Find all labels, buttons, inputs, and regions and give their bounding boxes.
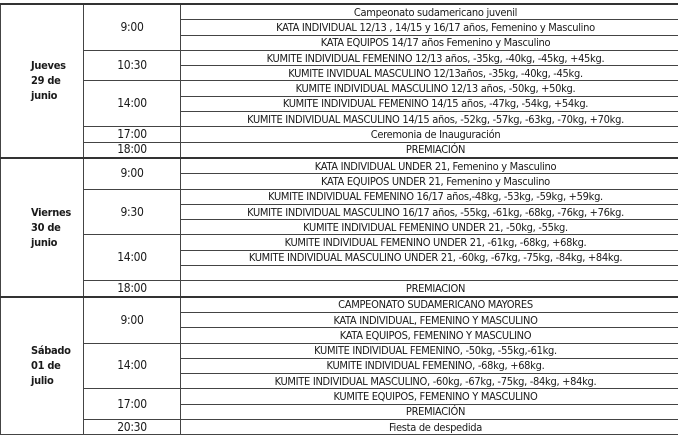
schedule-row — [1, 389, 678, 404]
schedule-table — [0, 3, 678, 435]
event-cell: KUMITE INDIVIDUAL MASCULINO, -60kg, -67kg, -75kg, -84kg, +84kg. — [181, 374, 678, 389]
schedule-row — [1, 281, 678, 297]
event-cell: KUMITE INDIVIDUAL MASCULINO 12/13 años, -50kg, +50kg. — [181, 81, 678, 96]
time-cell: 10:30 — [84, 50, 181, 81]
event-cell: KUMITE INDIVIDUAL MASCULINO 14/15 años, -52kg, -57kg, -63kg, -70kg, +70kg. — [181, 112, 678, 127]
event-cell: KUMITE INDIVIDUAL MASCULINO UNDER 21, -60kg, -67kg, -75kg, -84kg, +84kg. — [181, 250, 678, 265]
event-cell: KUMITE INDIVIDUAL FEMENINO 12/13 años, -35kg, -40kg, -45kg, +45kg. — [181, 50, 678, 65]
day-label-line: 30 de — [31, 220, 61, 234]
day-label-line: Sábado — [31, 344, 71, 358]
event-cell: PREMIACIÓN — [181, 404, 678, 419]
event-cell — [181, 266, 678, 281]
event-cell: KUMITE INDIVIDUAL MASCULINO 16/17 años, -55kg, -61kg, -68kg, -76kg, +76kg. — [181, 204, 678, 219]
schedule-row — [1, 297, 678, 313]
time-cell: 9:00 — [84, 158, 181, 189]
day-label-line: Jueves — [31, 59, 66, 73]
event-cell: KUMITE INDIVIDUAL FEMENINO UNDER 21, -61kg, -68kg, +68kg. — [181, 235, 678, 250]
time-cell: 9:00 — [84, 4, 181, 50]
time-cell: 18:00 — [84, 142, 181, 158]
schedule-row — [1, 343, 678, 358]
schedule — [0, 3, 678, 435]
day-cell — [1, 297, 84, 435]
schedule-row — [1, 420, 678, 435]
time-cell: 9:00 — [84, 297, 181, 343]
schedule-row — [1, 50, 678, 65]
time-cell: 14:00 — [84, 343, 181, 389]
event-cell: KUMITE INDIVIDUAL FEMENINO, -68kg, +68kg. — [181, 358, 678, 373]
event-cell: KATA INDIVIDUAL, FEMENINO Y MASCULINO — [181, 312, 678, 327]
event-cell: KATA INDIVIDUAL 12/13 , 14/15 y 16/17 años, Femenino y Masculino — [181, 20, 678, 35]
schedule-row — [1, 81, 678, 96]
time-cell: 9:30 — [84, 189, 181, 235]
schedule-row — [1, 158, 678, 174]
event-cell: KUMITE INDIVIDUAL FEMENINO, -50kg, -55kg,-61kg. — [181, 343, 678, 358]
event-cell: KUMITE EQUIPOS, FEMENINO Y MASCULINO — [181, 389, 678, 404]
event-cell: KATA EQUIPOS UNDER 21, Femenino y Masculino — [181, 174, 678, 189]
day-cell — [1, 158, 84, 297]
day-label-line: 01 de — [31, 359, 61, 373]
time-cell: 17:00 — [84, 127, 181, 142]
time-cell: 18:00 — [84, 281, 181, 297]
event-cell: KUMITE INDIVIDUAL FEMENINO 16/17 años,-48kg, -53kg, -59kg, +59kg. — [181, 189, 678, 204]
day-label-line: junio — [31, 235, 58, 249]
event-cell: Campeonato sudamericano juvenil — [181, 4, 678, 20]
schedule-row — [1, 189, 678, 204]
event-cell: CAMPEONATO SUDAMERICANO MAYORES — [181, 297, 678, 313]
time-cell: 20:30 — [84, 420, 181, 435]
schedule-row — [1, 142, 678, 158]
day-cell — [1, 4, 84, 158]
event-cell: KUMITE INVIDUAL MASCULINO 12/13años, -35kg, -40kg, -45kg. — [181, 66, 678, 81]
time-cell: 17:00 — [84, 389, 181, 420]
event-cell: KUMITE INDIVIDUAL FEMENINO UNDER 21, -50kg, -55kg. — [181, 220, 678, 235]
event-cell: Fiesta de despedida — [181, 420, 678, 435]
event-cell: KUMITE INDIVIDUAL FEMENINO 14/15 años, -47kg, -54kg, +54kg. — [181, 96, 678, 111]
schedule-row — [1, 127, 678, 142]
day-label-line: Viernes — [31, 205, 72, 219]
day-label-line: junio — [31, 89, 58, 103]
event-cell: KATA INDIVIDUAL UNDER 21, Femenino y Masculino — [181, 158, 678, 174]
event-cell: KATA EQUIPOS 14/17 años Femenino y Masculino — [181, 35, 678, 50]
time-cell: 14:00 — [84, 81, 181, 127]
day-label-line: julio — [31, 374, 54, 388]
time-cell: 14:00 — [84, 235, 181, 281]
event-cell: PREMIACIÓN — [181, 142, 678, 158]
event-cell: KATA EQUIPOS, FEMENINO Y MASCULINO — [181, 328, 678, 343]
event-cell: PREMIACION — [181, 281, 678, 297]
schedule-row — [1, 4, 678, 20]
event-cell: Ceremonia de Inauguración — [181, 127, 678, 142]
schedule-row — [1, 235, 678, 250]
day-label-line: 29 de — [31, 74, 61, 88]
